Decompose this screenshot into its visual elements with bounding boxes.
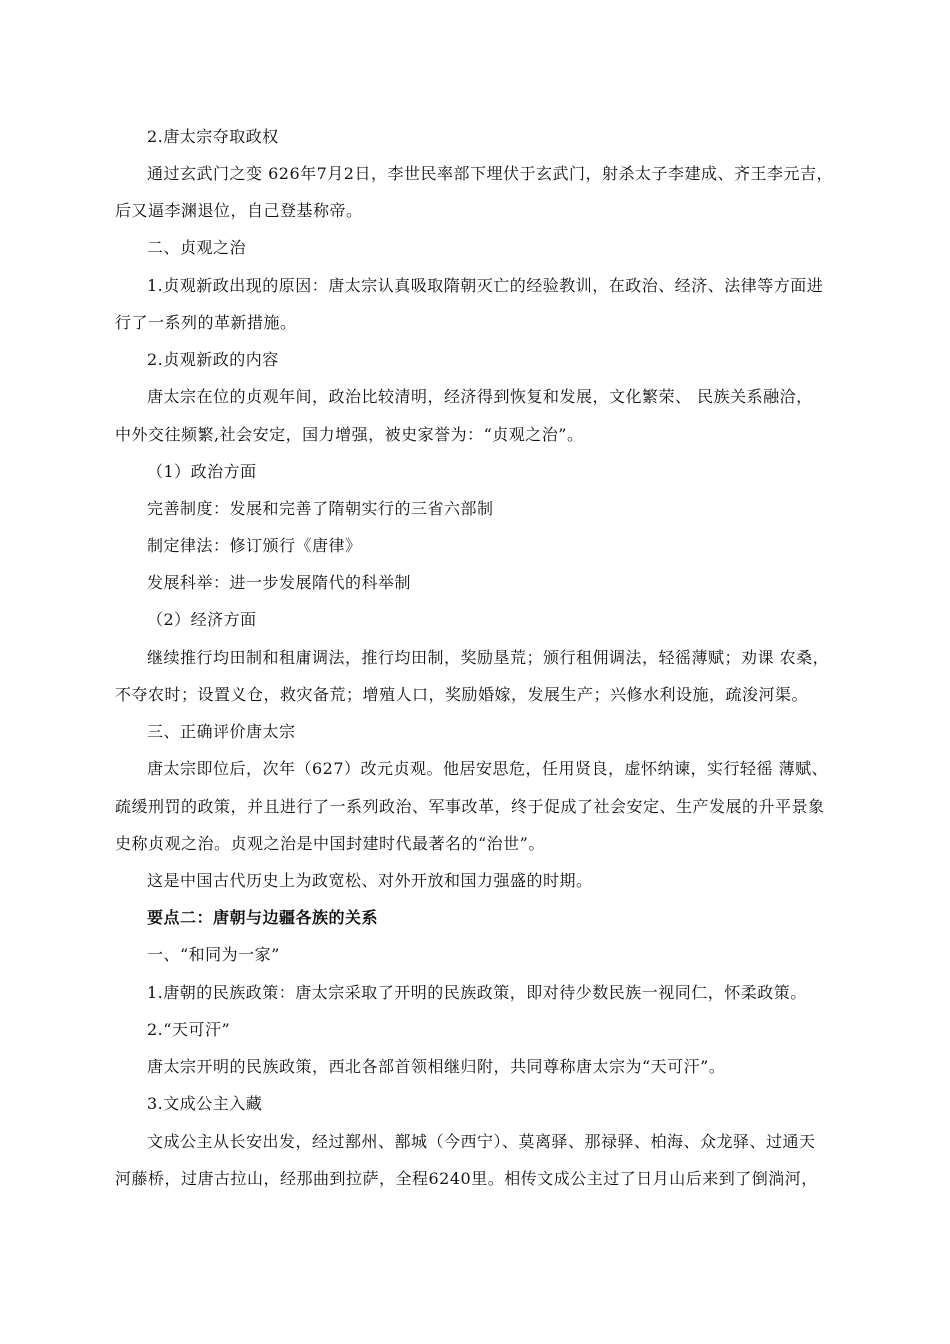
paragraph-line: 继续推行均田制和租庸调法，推行均田制，奖励垦荒；颁行租佣调法，轻徭薄赋；劝课 农桑， bbox=[147, 648, 830, 667]
subheading-new-policy-content: 2.贞观新政的内容 bbox=[147, 350, 279, 369]
section-heading-unity: 一、“和同为一家” bbox=[147, 945, 280, 964]
paragraph-line: 疏缓刑罚的政策，并且进行了一系列政治、军事改革，终于促成了社会安定、生产发展的升平景象 bbox=[115, 797, 825, 816]
paragraph-line: 唐太宗即位后，次年（627）改元贞观。他居安思危，任用贤良，虚怀纳谏，实行轻徭 薄赋、 bbox=[147, 759, 829, 778]
subheading-economy: （2）经济方面 bbox=[147, 610, 257, 629]
paragraph-line: 河藤桥，过唐古拉山，经那曲到拉萨，全程6240里。相传文成公主过了日月山后来到了倒淌河， bbox=[115, 1169, 818, 1188]
paragraph-line: 唐太宗在位的贞观年间，政治比较清明，经济得到恢复和发展，文化繁荣、 民族关系融洽， bbox=[147, 387, 813, 406]
paragraph-line: 通过玄武门之变 626年7月2日，李世民率部下埋伏于玄武门，射杀太子李建成、齐王李元吉， bbox=[147, 164, 833, 183]
paragraph-line: 1.唐朝的民族政策：唐太宗采取了开明的民族政策，即对待少数民族一视同仁，怀柔政策。 bbox=[147, 983, 807, 1002]
subheading-tian-khan: 2.“天可汗” bbox=[147, 1020, 231, 1039]
paragraph-line: 行了一系列的革新措施。 bbox=[115, 313, 297, 332]
paragraph-line: 这是中国古代历史上为政宽松、对外开放和国力强盛的时期。 bbox=[147, 871, 593, 890]
paragraph-line: 唐太宗开明的民族政策，西北各部首领相继归附，共同尊称唐太宗为“天可汗”。 bbox=[147, 1057, 726, 1076]
paragraph-line: 发展科举：进一步发展隋代的科举制 bbox=[147, 573, 412, 592]
section-heading-zhenguan: 二、贞观之治 bbox=[147, 238, 247, 257]
paragraph-line: 不夺农时；设置义仓，救灾备荒；增殖人口，奖励婚嫁，发展生产；兴修水利设施，疏浚河渠。 bbox=[115, 685, 809, 704]
heading-taizong-seizes-power: 2.唐太宗夺取政权 bbox=[147, 127, 279, 146]
key-point-heading: 要点二：唐朝与边疆各族的关系 bbox=[147, 908, 379, 927]
paragraph-line: 完善制度：发展和完善了隋朝实行的三省六部制 bbox=[147, 499, 494, 518]
paragraph-line: 中外交往频繁,社会安定，国力增强，被史家誉为：“贞观之治”。 bbox=[115, 425, 584, 444]
paragraph-line: 后又逼李渊退位，自己登基称帝。 bbox=[115, 201, 363, 220]
paragraph-line: 1.贞观新政出现的原因：唐太宗认真吸取隋朝灭亡的经验教训，在政治、经济、法律等方面进 bbox=[147, 276, 824, 295]
subheading-princess-wencheng: 3.文成公主入藏 bbox=[147, 1094, 263, 1113]
paragraph-line: 文成公主从长安出发，经过鄯州、鄯城（今西宁）、莫离驿、那禄驿、柏海、众龙驿、过通天 bbox=[147, 1132, 816, 1151]
paragraph-line: 制定律法：修订颁行《唐律》 bbox=[147, 536, 362, 555]
section-heading-evaluation: 三、正确评价唐太宗 bbox=[147, 722, 296, 741]
paragraph-line: 史称贞观之治。贞观之治是中国封建时代最著名的“治世”。 bbox=[115, 834, 545, 853]
subheading-politics: （1）政治方面 bbox=[147, 462, 257, 481]
